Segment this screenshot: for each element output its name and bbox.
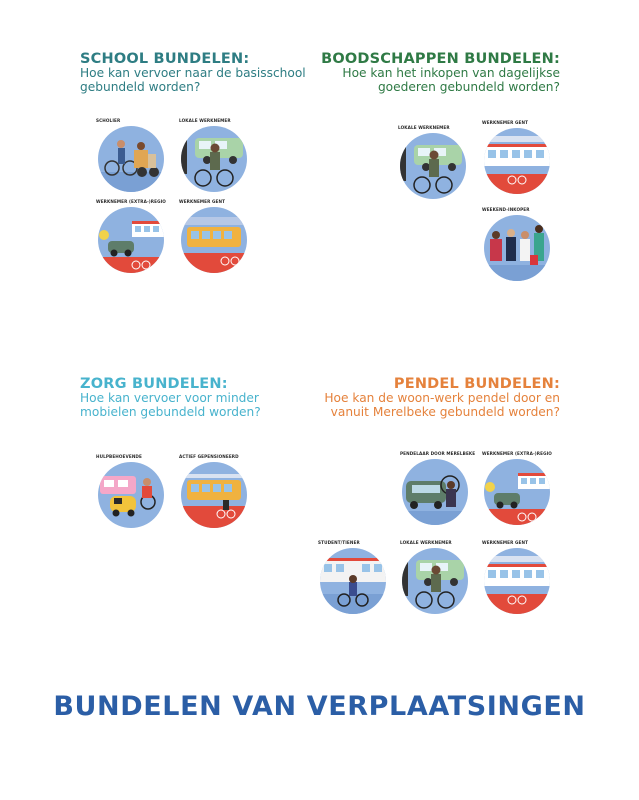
lokale-werknemer-illustration [181,126,247,192]
item-label: WERKNEMER GENT [179,199,226,204]
pendel-question: Hoe kan de woon-werk pendel door en vanuit Merelbeke gebundeld worden? [324,391,560,419]
zorg-item-actief-gepensioneerd [179,454,259,528]
student-illustration [320,548,386,614]
school-heading-rest: BUNDELEN: [148,51,250,67]
school-heading [80,51,310,95]
scholier-illustration [98,126,164,192]
zorg-keyword: ZORG [80,376,127,392]
hulpbehoevende-illustration [98,462,164,528]
item-label: LOKALE WERKNEMER [398,125,450,130]
shop-item-lokale-werknemer [398,125,478,199]
item-label: WERKNEMER GENT [482,540,529,545]
werknemer-gent-illustration [484,548,550,614]
zorg-heading-rest: BUNDELEN: [126,376,228,392]
school-item-lokale-werknemer [179,118,259,192]
item-label: WEEKEND-INKOPER [482,207,530,212]
school-question: Hoe kan vervoer naar de basisschool gebundeld worden? [80,66,306,94]
pendel-item-werknemer-gent [482,540,562,614]
item-label: LOKALE WERKNEMER [179,118,231,123]
pendelaar-illustration [402,459,468,525]
werknemer-regio-illustration [484,459,550,525]
main-title: BUNDELEN VAN VERPLAATSINGEN [53,691,586,722]
shop-item-weekend-inkoper [482,207,562,281]
pendel-item-pendelaar [400,451,480,525]
item-label: WERKNEMER (EXTRA-)REGIO [96,199,166,204]
pendel-item-lokale-werknemer [400,540,480,614]
shop-question: Hoe kan het inkopen van dagelijkse goederen gebundeld worden? [342,66,560,94]
item-label: STUDENT/TIENER [318,540,360,545]
weekend-inkoper-illustration [484,215,550,281]
pendel-heading [300,376,560,420]
werknemer-gent-illustration [484,128,550,194]
shop-heading-rest: BUNDELEN: [458,51,560,67]
pendel-item-student [318,540,398,614]
actief-gepensioneerd-illustration [181,462,247,528]
school-item-werknemer-regio [96,199,176,273]
item-label: WERKNEMER GENT [482,120,529,125]
item-label: ACTIEF GEPENSIONEERD [179,454,239,459]
zorg-item-hulpbehoevende [96,454,176,528]
shop-item-werknemer-gent [482,120,562,194]
item-label: PENDELAAR DOOR MERELBEKE [400,451,476,456]
werknemer-gent-illustration [181,207,247,273]
pendel-item-werknemer-regio [482,451,562,525]
school-item-scholier [96,118,176,192]
lokale-werknemer-illustration [402,548,468,614]
school-item-werknemer-gent [179,199,259,273]
item-label: SCHOLIER [96,118,121,123]
lokale-werknemer-illustration [400,133,466,199]
item-label: WERKNEMER (EXTRA-)REGIO [482,451,552,456]
item-label: LOKALE WERKNEMER [400,540,452,545]
item-label: HULPBEHOEVENDE [96,454,142,459]
shop-keyword: BOODSCHAPPEN [321,51,459,67]
school-keyword: SCHOOL [80,51,149,67]
zorg-heading [80,376,310,420]
zorg-question: Hoe kan vervoer voor minder mobielen gebundeld worden? [80,391,261,419]
pendel-heading-rest: BUNDELEN: [458,376,560,392]
shop-heading [300,51,560,95]
werknemer-regio-illustration [98,207,164,273]
pendel-keyword: PENDEL [393,376,459,392]
